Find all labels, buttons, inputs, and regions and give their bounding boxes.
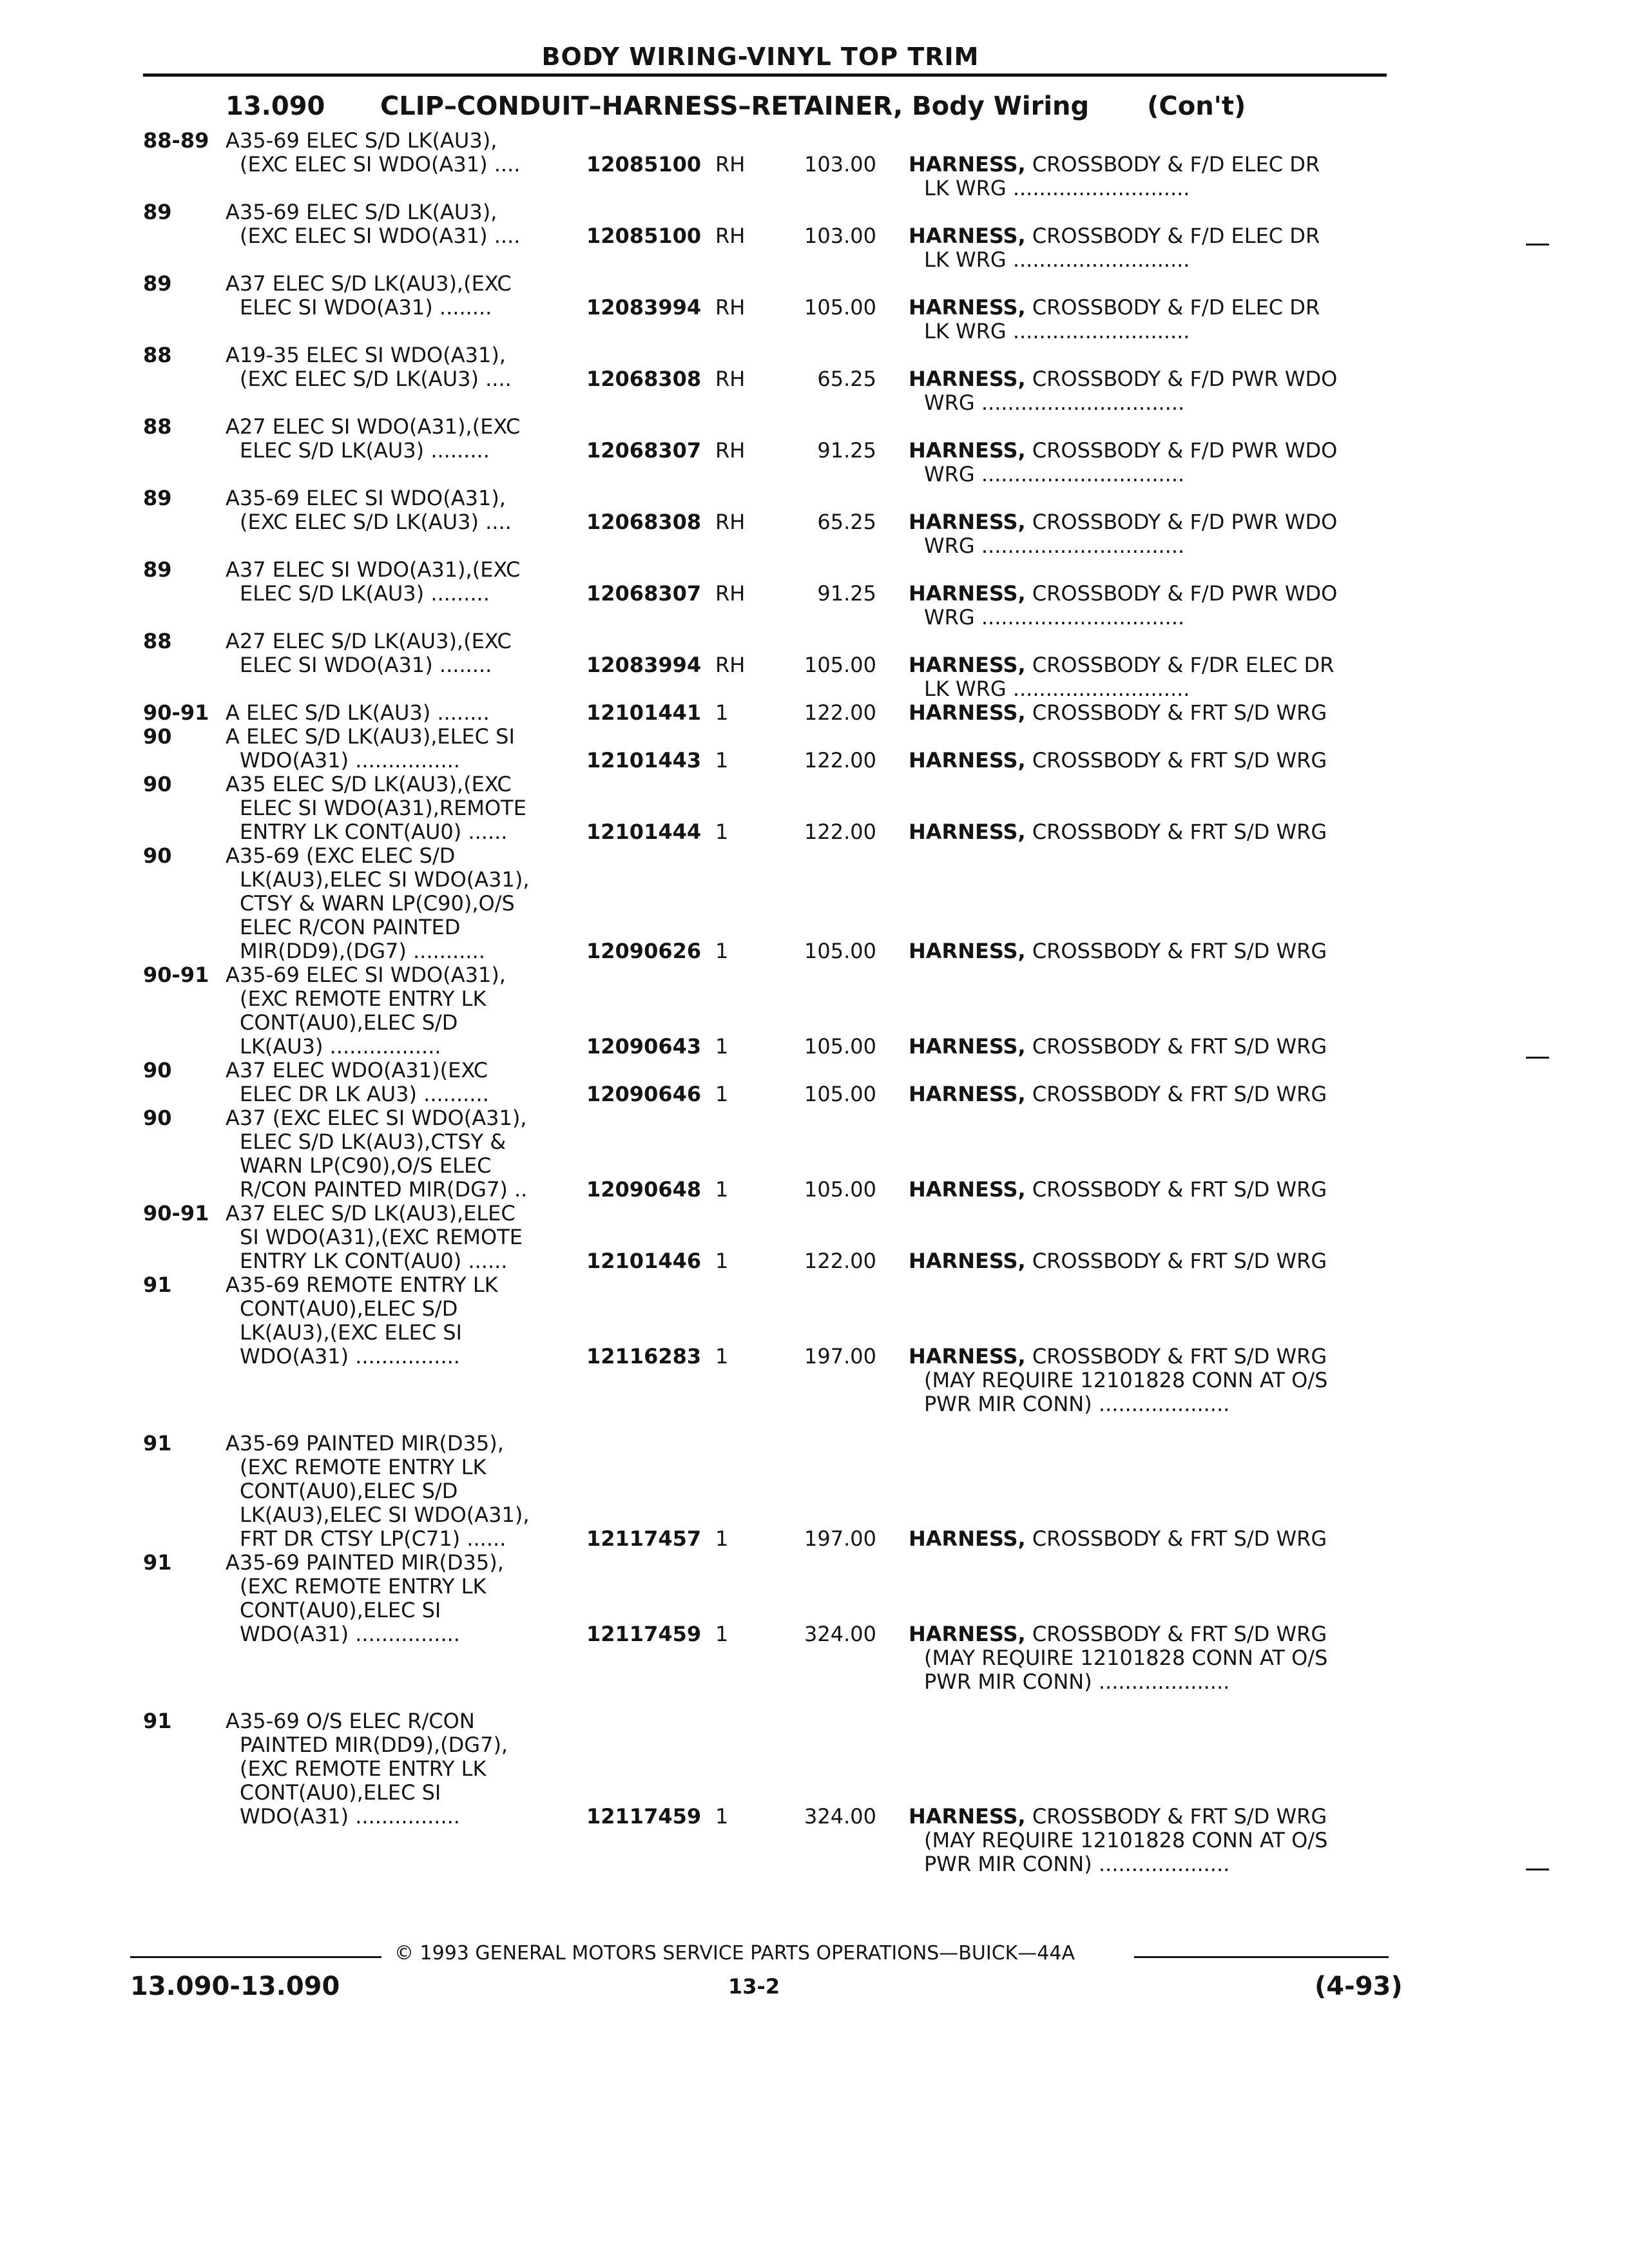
application-description: ENTRY LK CONT(AU0) ......: [240, 1249, 508, 1273]
application-description: (EXC ELEC S/D LK(AU3) ....: [240, 367, 512, 391]
application-description: A35 ELEC S/D LK(AU3),(EXC: [226, 772, 512, 796]
model-year: 88: [143, 414, 172, 439]
application-description: (EXC REMOTE ENTRY LK: [240, 1756, 487, 1781]
part-row: [0, 1273, 1629, 1416]
part-row: [0, 1202, 1629, 1273]
price: 122.00: [804, 820, 876, 844]
part-number: 12090646: [586, 1082, 702, 1106]
part-name: [909, 296, 1385, 343]
section-number: 13.090: [226, 91, 325, 121]
application-description: CONT(AU0),ELEC SI: [240, 1598, 441, 1622]
part-name-text: CROSSBODY & F/D ELEC DR: [1032, 296, 1320, 320]
price: 65.25: [817, 510, 876, 534]
part-name-line: [909, 1527, 1385, 1551]
price: 65.25: [817, 367, 876, 391]
part-name-line: [909, 606, 1385, 629]
part-number: 12068307: [586, 438, 702, 463]
application-description: A19-35 ELEC SI WDO(A31),: [226, 343, 506, 367]
application-description: PAINTED MIR(DD9),(DG7),: [240, 1733, 508, 1757]
application-description: A35-69 PAINTED MIR(D35),: [226, 1431, 504, 1456]
part-name: [909, 653, 1385, 701]
part-name-text: WRG ...............................: [924, 534, 1185, 558]
part-name-line: [909, 701, 1385, 725]
part-name-text: CROSSBODY & F/D ELEC DR: [1032, 153, 1320, 177]
part-name-keyword: HARNESS,: [909, 939, 1026, 963]
application-description: WDO(A31) ................: [240, 1622, 460, 1646]
part-name-text: CROSSBODY & FRT S/D WRG: [1032, 1178, 1327, 1202]
part-row: [0, 1709, 1629, 1876]
quantity: RH: [715, 152, 746, 177]
application-description: A35-69 PAINTED MIR(D35),: [226, 1550, 504, 1575]
part-number: 12068308: [586, 367, 702, 391]
quantity: RH: [715, 438, 746, 463]
part-name-line: [909, 224, 1385, 248]
application-description: CTSY & WARN LP(C90),O/S: [240, 891, 515, 916]
part-number: 12117457: [586, 1526, 702, 1551]
part-name-text: CROSSBODY & F/D PWR WDO: [1032, 367, 1338, 391]
part-name-keyword: HARNESS,: [909, 653, 1026, 677]
part-name-line: [909, 510, 1385, 534]
application-description: (EXC ELEC SI WDO(A31) ....: [240, 152, 521, 177]
part-name-line: [909, 1392, 1385, 1416]
price: 105.00: [804, 1177, 876, 1202]
quantity: 1: [715, 939, 729, 963]
section-code: 13.090-13.090: [130, 1972, 340, 2001]
part-name: [909, 153, 1385, 200]
section-heading: [226, 91, 1246, 121]
part-row: [0, 415, 1629, 486]
part-name-line: [909, 1670, 1385, 1694]
part-name-keyword: HARNESS,: [909, 1249, 1026, 1273]
quantity: RH: [715, 295, 746, 320]
part-name-line: [909, 534, 1385, 558]
part-name-line: [909, 320, 1385, 343]
model-year: 90-91: [143, 700, 209, 725]
part-name: [909, 439, 1385, 486]
part-row: [0, 272, 1629, 343]
application-description: ELEC S/D LK(AU3),CTSY &: [240, 1129, 506, 1154]
part-name-text: CROSSBODY & F/DR ELEC DR: [1032, 653, 1335, 677]
part-name: [909, 1527, 1385, 1551]
part-name: [909, 939, 1385, 963]
quantity: RH: [715, 224, 746, 248]
application-description: (EXC REMOTE ENTRY LK: [240, 986, 487, 1011]
model-year: 90: [143, 843, 172, 868]
part-name-line: [909, 1829, 1385, 1852]
part-number: 12101441: [586, 700, 702, 725]
application-description: (EXC REMOTE ENTRY LK: [240, 1574, 487, 1599]
quantity: RH: [715, 367, 746, 391]
application-description: ELEC S/D LK(AU3) .........: [240, 438, 490, 463]
part-name: [909, 224, 1385, 272]
application-description: ELEC SI WDO(A31) ........: [240, 653, 492, 677]
footer-rule-left: [130, 1956, 381, 1958]
part-row: [0, 200, 1629, 272]
part-number: 12090643: [586, 1034, 702, 1059]
part-name-line: [909, 1345, 1385, 1369]
model-year: 90: [143, 772, 172, 796]
part-name-text: CROSSBODY & F/D ELEC DR: [1032, 224, 1320, 248]
price: 122.00: [804, 748, 876, 773]
application-description: WDO(A31) ................: [240, 1344, 460, 1369]
application-description: ENTRY LK CONT(AU0) ......: [240, 820, 508, 844]
application-description: A35-69 ELEC SI WDO(A31),: [226, 963, 506, 987]
price: 91.25: [817, 438, 876, 463]
price: 103.00: [804, 152, 876, 177]
part-name-keyword: HARNESS,: [909, 1527, 1026, 1551]
part-name-text: CROSSBODY & FRT S/D WRG: [1032, 820, 1327, 844]
application-description: A35-69 ELEC S/D LK(AU3),: [226, 200, 497, 224]
part-name: [909, 1082, 1385, 1106]
part-name-keyword: HARNESS,: [909, 1178, 1026, 1202]
model-year: 91: [143, 1431, 172, 1456]
part-number: 12116283: [586, 1344, 702, 1369]
model-year: 89: [143, 486, 172, 510]
price: 103.00: [804, 224, 876, 248]
model-year: 88-89: [143, 128, 209, 153]
part-number: 12083994: [586, 295, 702, 320]
application-description: CONT(AU0),ELEC S/D: [240, 1296, 458, 1321]
part-row: [0, 486, 1629, 558]
quantity: 1: [715, 700, 729, 725]
part-name-line: [909, 177, 1385, 200]
copyright-line: © 1993 GENERAL MOTORS SERVICE PARTS OPERATIONS—BUICK—44A: [394, 1942, 1075, 1965]
application-description: FRT DR CTSY LP(C71) ......: [240, 1526, 506, 1551]
part-name-line: [909, 1249, 1385, 1273]
part-number: 12090648: [586, 1177, 702, 1202]
quantity: 1: [715, 748, 729, 773]
application-description: WARN LP(C90),O/S ELEC: [240, 1153, 492, 1178]
application-description: LK(AU3),(EXC ELEC SI: [240, 1320, 462, 1345]
price: 197.00: [804, 1344, 876, 1369]
part-name: [909, 1345, 1385, 1416]
price: 324.00: [804, 1804, 876, 1829]
part-name-line: [909, 153, 1385, 177]
application-description: A37 (EXC ELEC SI WDO(A31),: [226, 1106, 527, 1130]
model-year: 88: [143, 343, 172, 367]
part-number: 12090626: [586, 939, 702, 963]
part-name-keyword: HARNESS,: [909, 1622, 1026, 1646]
application-description: MIR(DD9),(DG7) ...........: [240, 939, 485, 963]
application-description: A35-69 ELEC SI WDO(A31),: [226, 486, 506, 510]
part-name-text: CROSSBODY & FRT S/D WRG: [1032, 1622, 1327, 1646]
price: 105.00: [804, 1034, 876, 1059]
quantity: RH: [715, 581, 746, 606]
part-name-text: CROSSBODY & FRT S/D WRG: [1032, 1082, 1327, 1106]
application-description: A ELEC S/D LK(AU3) ........: [226, 700, 490, 725]
margin-mark: [1526, 1869, 1549, 1870]
part-name-text: WRG ...............................: [924, 463, 1185, 486]
model-year: 89: [143, 271, 172, 296]
part-name-keyword: HARNESS,: [909, 701, 1026, 725]
part-name-line: [909, 653, 1385, 677]
application-description: A37 ELEC SI WDO(A31),(EXC: [226, 557, 521, 582]
part-number: 12085100: [586, 224, 702, 248]
part-name-line: [909, 439, 1385, 463]
quantity: RH: [715, 653, 746, 677]
part-name-line: [909, 248, 1385, 272]
quantity: 1: [715, 1082, 729, 1106]
application-description: A35-69 O/S ELEC R/CON: [226, 1709, 475, 1733]
part-name-text: CROSSBODY & FRT S/D WRG: [1032, 939, 1327, 963]
part-row: [0, 844, 1629, 963]
part-name: [909, 820, 1385, 844]
price: 105.00: [804, 653, 876, 677]
part-name: [909, 701, 1385, 725]
application-description: ELEC SI WDO(A31) ........: [240, 295, 492, 320]
page-title: BODY WIRING-VINYL TOP TRIM: [541, 43, 979, 71]
part-name-line: [909, 1369, 1385, 1392]
part-row: [0, 725, 1629, 773]
part-name-text: CROSSBODY & F/D PWR WDO: [1032, 439, 1338, 463]
part-name-line: [909, 463, 1385, 486]
part-row: [0, 1551, 1629, 1694]
part-name-text: CROSSBODY & F/D PWR WDO: [1032, 582, 1338, 606]
part-name-keyword: HARNESS,: [909, 439, 1026, 463]
application-description: (EXC ELEC S/D LK(AU3) ....: [240, 510, 512, 534]
part-row: [0, 1432, 1629, 1551]
part-name-text: PWR MIR CONN) ....................: [924, 1670, 1230, 1694]
part-name-text: WRG ...............................: [924, 606, 1185, 629]
application-description: ELEC SI WDO(A31),REMOTE: [240, 796, 526, 820]
page-number: 13-2: [728, 1974, 780, 1999]
part-name-keyword: HARNESS,: [909, 224, 1026, 248]
part-name-keyword: HARNESS,: [909, 820, 1026, 844]
quantity: 1: [715, 1526, 729, 1551]
part-name-text: CROSSBODY & FRT S/D WRG: [1032, 1249, 1327, 1273]
price: 105.00: [804, 295, 876, 320]
application-description: A27 ELEC SI WDO(A31),(EXC: [226, 414, 521, 439]
section-title: CLIP–CONDUIT–HARNESS–RETAINER,: [380, 91, 903, 121]
part-name-line: [909, 677, 1385, 701]
model-year: 90-91: [143, 963, 209, 987]
part-name: [909, 1805, 1385, 1876]
application-description: A37 ELEC S/D LK(AU3),(EXC: [226, 271, 512, 296]
part-row: [0, 701, 1629, 725]
application-description: A35-69 (EXC ELEC S/D: [226, 843, 456, 868]
part-name-line: [909, 367, 1385, 391]
price: 122.00: [804, 700, 876, 725]
quantity: 1: [715, 820, 729, 844]
application-description: ELEC DR LK AU3) ..........: [240, 1082, 489, 1106]
price: 91.25: [817, 581, 876, 606]
parts-list: [0, 129, 1629, 1876]
part-name-text: CROSSBODY & FRT S/D WRG: [1032, 1345, 1327, 1369]
part-number: 12068308: [586, 510, 702, 534]
quantity: RH: [715, 510, 746, 534]
part-name-text: LK WRG ...........................: [924, 320, 1190, 343]
section-subtitle: Body Wiring: [912, 91, 1090, 121]
application-description: (EXC ELEC SI WDO(A31) ....: [240, 224, 521, 248]
application-description: CONT(AU0),ELEC SI: [240, 1780, 441, 1805]
section-continued: (Con't): [1147, 91, 1246, 121]
model-year: 89: [143, 200, 172, 224]
part-name: [909, 1035, 1385, 1059]
part-name-line: [909, 1622, 1385, 1646]
part-name-keyword: HARNESS,: [909, 367, 1026, 391]
price: 105.00: [804, 1082, 876, 1106]
part-name-keyword: HARNESS,: [909, 1345, 1026, 1369]
part-name: [909, 749, 1385, 773]
revision-date: (4-93): [1315, 1972, 1403, 2001]
model-year: 88: [143, 629, 172, 653]
model-year: 91: [143, 1550, 172, 1575]
model-year: 91: [143, 1273, 172, 1297]
price: 324.00: [804, 1622, 876, 1646]
part-name-line: [909, 939, 1385, 963]
quantity: 1: [715, 1249, 729, 1273]
application-description: LK(AU3),ELEC SI WDO(A31),: [240, 1503, 530, 1527]
part-name-line: [909, 820, 1385, 844]
model-year: 90: [143, 1058, 172, 1082]
application-description: CONT(AU0),ELEC S/D: [240, 1479, 458, 1503]
application-description: A27 ELEC S/D LK(AU3),(EXC: [226, 629, 512, 653]
margin-mark: [1526, 244, 1549, 245]
part-name-keyword: HARNESS,: [909, 296, 1026, 320]
part-name-text: PWR MIR CONN) ....................: [924, 1852, 1230, 1876]
part-name-line: [909, 1805, 1385, 1829]
part-name: [909, 1249, 1385, 1273]
part-name-keyword: HARNESS,: [909, 510, 1026, 534]
model-year: 91: [143, 1709, 172, 1733]
model-year: 90-91: [143, 1201, 209, 1225]
part-number: 12101444: [586, 820, 702, 844]
application-description: WDO(A31) ................: [240, 748, 460, 773]
margin-mark: [1526, 1057, 1549, 1059]
part-number: 12117459: [586, 1622, 702, 1646]
application-description: A37 ELEC WDO(A31)(EXC: [226, 1058, 488, 1082]
part-row: [0, 1106, 1629, 1202]
part-name-text: CROSSBODY & F/D PWR WDO: [1032, 510, 1338, 534]
part-number: 12083994: [586, 653, 702, 677]
quantity: 1: [715, 1804, 729, 1829]
part-row: [0, 629, 1629, 701]
part-row: [0, 558, 1629, 629]
part-row: [0, 129, 1629, 200]
application-description: (EXC REMOTE ENTRY LK: [240, 1455, 487, 1479]
application-description: WDO(A31) ................: [240, 1804, 460, 1829]
part-number: 12085100: [586, 152, 702, 177]
model-year: 90: [143, 1106, 172, 1130]
application-description: LK(AU3) .................: [240, 1034, 441, 1059]
application-description: ELEC R/CON PAINTED: [240, 915, 461, 939]
part-name: [909, 1622, 1385, 1694]
price: 197.00: [804, 1526, 876, 1551]
part-name-text: CROSSBODY & FRT S/D WRG: [1032, 1527, 1327, 1551]
part-number: 12117459: [586, 1804, 702, 1829]
part-name-line: [909, 296, 1385, 320]
part-name-text: (MAY REQUIRE 12101828 CONN AT O/S: [924, 1369, 1328, 1392]
part-name-keyword: HARNESS,: [909, 153, 1026, 177]
part-row: [0, 963, 1629, 1059]
part-name-text: LK WRG ...........................: [924, 248, 1190, 272]
application-description: A35-69 ELEC S/D LK(AU3),: [226, 128, 497, 153]
part-name-line: [909, 582, 1385, 606]
part-name-line: [909, 391, 1385, 415]
part-name-line: [909, 1852, 1385, 1876]
part-name-text: CROSSBODY & FRT S/D WRG: [1032, 749, 1327, 773]
part-name-text: CROSSBODY & FRT S/D WRG: [1032, 1035, 1327, 1059]
quantity: 1: [715, 1034, 729, 1059]
part-name: [909, 1178, 1385, 1202]
price: 105.00: [804, 939, 876, 963]
part-number: 12101443: [586, 748, 702, 773]
model-year: 90: [143, 724, 172, 749]
price: 122.00: [804, 1249, 876, 1273]
part-row: [0, 343, 1629, 415]
application-description: A37 ELEC S/D LK(AU3),ELEC: [226, 1201, 516, 1225]
model-year: 89: [143, 557, 172, 582]
title-rule: [143, 73, 1387, 77]
part-name-line: [909, 1035, 1385, 1059]
application-description: LK(AU3),ELEC SI WDO(A31),: [240, 867, 530, 892]
part-name-text: (MAY REQUIRE 12101828 CONN AT O/S: [924, 1646, 1328, 1670]
quantity: 1: [715, 1622, 729, 1646]
part-name-text: CROSSBODY & FRT S/D WRG: [1032, 1805, 1327, 1829]
part-name-keyword: HARNESS,: [909, 1805, 1026, 1829]
quantity: 1: [715, 1344, 729, 1369]
part-name-keyword: HARNESS,: [909, 1035, 1026, 1059]
part-name-line: [909, 1178, 1385, 1202]
part-name-text: PWR MIR CONN) ....................: [924, 1392, 1230, 1416]
part-row: [0, 773, 1629, 844]
part-name-line: [909, 749, 1385, 773]
application-description: SI WDO(A31),(EXC REMOTE: [240, 1225, 523, 1249]
part-name-keyword: HARNESS,: [909, 749, 1026, 773]
part-name-text: CROSSBODY & FRT S/D WRG: [1032, 701, 1327, 725]
part-name-text: LK WRG ...........................: [924, 177, 1190, 200]
part-name-keyword: HARNESS,: [909, 582, 1026, 606]
quantity: 1: [715, 1177, 729, 1202]
application-description: CONT(AU0),ELEC S/D: [240, 1010, 458, 1035]
part-name-text: (MAY REQUIRE 12101828 CONN AT O/S: [924, 1829, 1328, 1852]
application-description: ELEC S/D LK(AU3) .........: [240, 581, 490, 606]
part-name: [909, 582, 1385, 629]
footer-rule-right: [1134, 1956, 1389, 1958]
part-number: 12068307: [586, 581, 702, 606]
part-name-line: [909, 1646, 1385, 1670]
application-description: R/CON PAINTED MIR(DG7) ..: [240, 1177, 528, 1202]
part-number: 12101446: [586, 1249, 702, 1273]
part-name-text: LK WRG ...........................: [924, 677, 1190, 701]
part-name: [909, 510, 1385, 558]
application-description: A ELEC S/D LK(AU3),ELEC SI: [226, 724, 515, 749]
part-name-keyword: HARNESS,: [909, 1082, 1026, 1106]
part-name: [909, 367, 1385, 415]
application-description: A35-69 REMOTE ENTRY LK: [226, 1273, 498, 1297]
part-name-text: WRG ...............................: [924, 391, 1185, 415]
part-name-line: [909, 1082, 1385, 1106]
part-row: [0, 1059, 1629, 1106]
